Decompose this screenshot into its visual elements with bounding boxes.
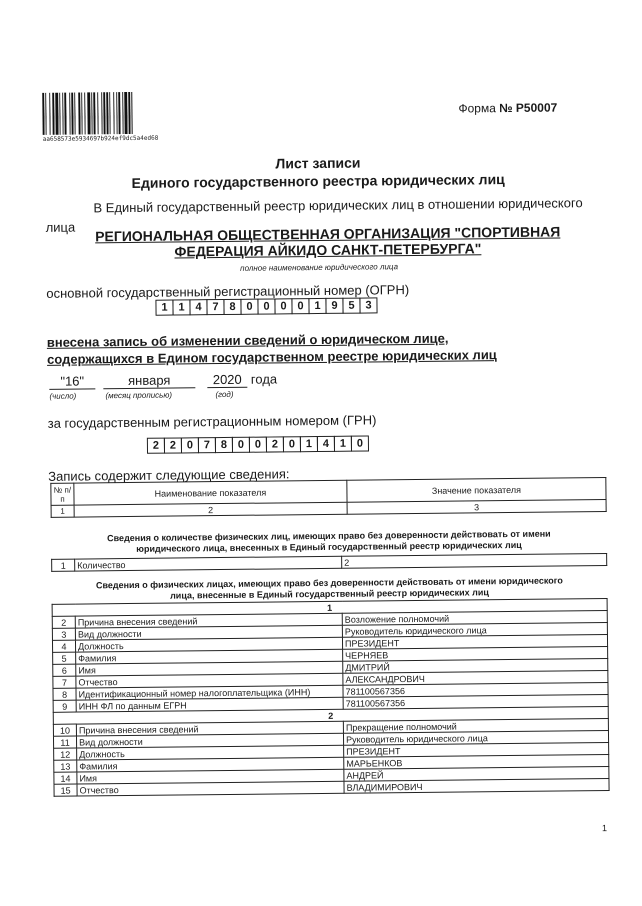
digit-box: 3 bbox=[359, 297, 377, 313]
date-year: 2020 года bbox=[207, 371, 277, 388]
row-label: Должность bbox=[77, 745, 344, 760]
digit-box: 9 bbox=[325, 298, 343, 314]
page-number: 1 bbox=[601, 823, 608, 834]
row-number: 2 bbox=[52, 616, 75, 628]
digit-box: 0 bbox=[232, 437, 250, 453]
row-number: 12 bbox=[54, 748, 77, 760]
row-value: ПРЕЗИДЕНТ bbox=[342, 635, 607, 650]
digit-box: 7 bbox=[206, 299, 224, 315]
row-number: 3 bbox=[52, 628, 75, 640]
digit-box: 0 bbox=[240, 299, 258, 315]
col-value-header: Значение показателя bbox=[347, 478, 606, 503]
row-value: ПРЕЗИДЕНТ bbox=[344, 742, 609, 757]
digit-box: 1 bbox=[308, 298, 326, 314]
row-value: АНДРЕЙ bbox=[344, 766, 609, 781]
row-value: 781100567356 bbox=[343, 694, 608, 709]
form-number bbox=[458, 100, 557, 115]
digit-box: 4 bbox=[317, 436, 335, 452]
grn-digit-boxes bbox=[148, 435, 369, 453]
row-number: 9 bbox=[53, 700, 76, 712]
digit-box: 0 bbox=[249, 437, 267, 453]
header-number-row: 1 2 3 bbox=[51, 500, 606, 518]
row-number: 11 bbox=[53, 736, 76, 748]
persons-table bbox=[52, 598, 610, 797]
date-day-caption: (число) bbox=[49, 391, 77, 401]
date-month-caption: (месяц прописью) bbox=[105, 390, 173, 401]
digit-box: 1 bbox=[172, 299, 190, 315]
statement-line1: внесена запись об изменении сведений о юридическом лице, bbox=[46, 330, 449, 350]
row-number: 5 bbox=[53, 652, 76, 664]
digit-box: 8 bbox=[223, 299, 241, 315]
digit-box: 0 bbox=[257, 298, 275, 314]
row-number: 10 bbox=[53, 724, 76, 736]
digit-box: 2 bbox=[147, 438, 165, 454]
row-label: Вид должности bbox=[76, 733, 343, 748]
barcode-bar bbox=[131, 92, 132, 134]
date-year-suffix: года bbox=[250, 371, 278, 387]
col-name-header: Наименование показателя bbox=[74, 480, 347, 505]
grn-label: за государственным регистрационным номером (ГРН) bbox=[47, 412, 377, 431]
date-month: января bbox=[103, 372, 195, 389]
digit-box: 2 bbox=[164, 437, 182, 453]
row-number: 6 bbox=[53, 664, 76, 676]
row-label: Фамилия bbox=[77, 757, 344, 772]
row-label: Причина внесения сведений bbox=[76, 721, 343, 736]
digit-box: 2 bbox=[266, 436, 284, 452]
row-value: 781100567356 bbox=[343, 682, 608, 697]
intro-text: В Единый государственный реестр юридических лиц в отношении юридического лица bbox=[45, 195, 583, 235]
org-name-caption: полное наименование юридического лица bbox=[240, 262, 399, 273]
row-value: МАРЬЕНКОВ bbox=[344, 754, 609, 769]
digit-box: 4 bbox=[189, 299, 207, 315]
row-number: 15 bbox=[54, 784, 77, 796]
row-label: Отчество bbox=[76, 673, 343, 688]
digit-box: 0 bbox=[274, 298, 292, 314]
digit-box: 1 bbox=[300, 436, 318, 452]
org-name-line2: ФЕДЕРАЦИЯ АЙКИДО САНКТ-ПЕТЕРБУРГА" bbox=[174, 240, 482, 260]
row-value: Возложение полномочий bbox=[342, 611, 607, 626]
statement bbox=[47, 329, 497, 368]
row-label: Отчество bbox=[77, 781, 344, 796]
row-label: ИНН ФЛ по данным ЕГРН bbox=[76, 697, 343, 712]
date-year-caption: (год) bbox=[215, 389, 234, 400]
row-value: АЛЕКСАНДРОВИЧ bbox=[343, 670, 608, 685]
row-number: 7 bbox=[53, 676, 76, 688]
row-label: Идентификационный номер налогоплательщика (ИНН) bbox=[76, 685, 343, 700]
row-value: Прекращение полномочий bbox=[343, 718, 608, 733]
digit-box: 0 bbox=[181, 437, 199, 453]
barcode-image bbox=[42, 91, 190, 135]
count-table bbox=[51, 553, 607, 572]
row-label: Вид должности bbox=[75, 625, 342, 640]
row-label: Должность bbox=[75, 637, 342, 652]
doc-subtitle: Единого государственного реестра юридических лиц bbox=[131, 171, 505, 191]
group-row: 2 bbox=[53, 706, 608, 724]
row-value: Руководитель юридического лица bbox=[342, 623, 607, 638]
header-table bbox=[50, 477, 606, 518]
digit-box: 8 bbox=[215, 437, 233, 453]
row-label: Имя bbox=[76, 661, 343, 676]
contains-label: Запись содержит следующие сведения: bbox=[48, 466, 290, 484]
row-value: ЧЕРНЯЕВ bbox=[343, 646, 608, 661]
ogrn-label: основной государственный регистрационный номер (ОГРН) bbox=[46, 282, 410, 301]
row-label: Имя bbox=[77, 769, 344, 784]
section1-title: Сведения о количестве физических лиц, имеющих право без доверенности действовать от имени юридического лица, внесенных в Единый государственный реестр юридических лиц bbox=[107, 528, 551, 554]
statement-line2: содержащихся в Едином государственном реестре юридических лиц bbox=[46, 347, 497, 367]
date-day: "16" bbox=[49, 373, 95, 389]
form-prefix: Форма bbox=[458, 101, 496, 116]
row-label: Причина внесения сведений bbox=[75, 613, 342, 628]
section2-title: Сведения о физических лицах, имеющих право без доверенности действовать от имени юридического лица, внесенные в Единый государственный реестр юридических лиц bbox=[95, 575, 563, 601]
org-name-line1: РЕГИОНАЛЬНАЯ ОБЩЕСТВЕННАЯ ОРГАНИЗАЦИЯ "СПОРТИВНАЯ bbox=[95, 223, 561, 245]
col-number-header: № п/п bbox=[51, 483, 74, 505]
digit-box: 7 bbox=[198, 437, 216, 453]
digit-box: 0 bbox=[351, 435, 369, 451]
row-value: Руководитель юридического лица bbox=[343, 730, 608, 745]
barcode-text: aa658573e5934697b924ef9dc5a4ed68 bbox=[42, 134, 159, 143]
digit-box: 5 bbox=[342, 298, 360, 314]
row-number: 13 bbox=[54, 760, 77, 772]
row-number: 14 bbox=[54, 772, 77, 784]
doc-title: Лист записи bbox=[275, 154, 361, 172]
ogrn-digit-boxes bbox=[156, 297, 377, 315]
row-number: 8 bbox=[53, 688, 76, 700]
row-value: ДМИТРИЙ bbox=[343, 658, 608, 673]
group-row: 1 bbox=[52, 599, 607, 617]
table-row: 1 Количество 2 bbox=[52, 554, 607, 572]
digit-box: 1 bbox=[334, 436, 352, 452]
org-full-name bbox=[68, 223, 588, 260]
form-code: № Р50007 bbox=[499, 100, 558, 116]
digit-box: 0 bbox=[291, 298, 309, 314]
digit-box: 1 bbox=[155, 300, 173, 316]
row-label: Фамилия bbox=[76, 649, 343, 664]
row-number: 4 bbox=[52, 640, 75, 652]
digit-box: 0 bbox=[283, 436, 301, 452]
row-value: ВЛАДИМИРОВИЧ bbox=[344, 778, 609, 793]
